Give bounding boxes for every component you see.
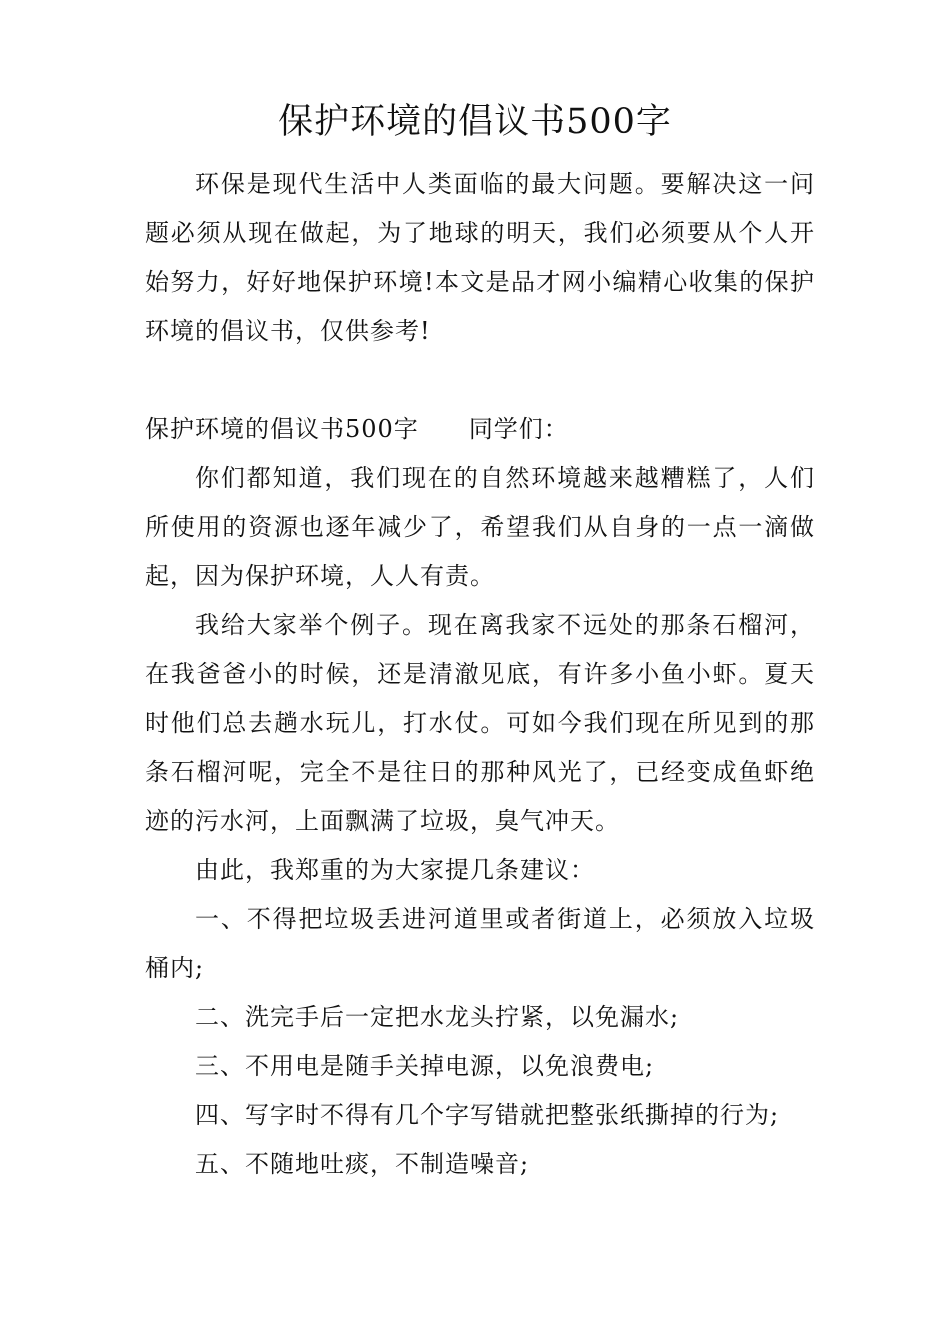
suggestion-item: 二、洗完手后一定把水龙头拧紧，以免漏水; [195,1003,680,1031]
subtitle-line [145,405,815,454]
document-body [145,160,815,1189]
suggestion-item: 五、不随地吐痰，不制造噪音; [195,1150,530,1178]
intro-paragraph: 环保是现代生活中人类面临的最大问题。要解决这一问题必须从现在做起，为了地球的明天，我们必须要从个人开始努力，好好地保护环境!本文是品才网小编精心收集的保护环境的倡议书，仅供参考! [145,170,815,345]
body-paragraph: 由此，我郑重的为大家提几条建议： [195,856,595,884]
body-paragraph: 你们都知道，我们现在的自然环境越来越糟糕了，人们所使用的资源也逐年减少了，希望我们从自身的一点一滴做起，因为保护环境，人人有责。 [145,464,815,590]
suggestion-item: 四、写字时不得有几个字写错就把整张纸撕掉的行为; [195,1101,780,1129]
subtitle: 保护环境的倡议书500字 [145,415,419,443]
document-title: 保护环境的倡议书500字 [278,102,672,142]
body-paragraph: 我给大家举个例子。现在离我家不远处的那条石榴河，在我爸爸小的时候，还是清澈见底，有许多小鱼小虾。夏天时他们总去趟水玩儿，打水仗。可如今我们现在所见到的那条石榴河呢，完全不是往日的那种风光了，已经变成鱼虾绝迹的污水河，上面飘满了垃圾，臭气冲天。 [145,611,815,835]
greeting: 同学们： [468,415,569,443]
suggestion-item: 一、不得把垃圾丢进河道里或者街道上，必须放入垃圾桶内; [145,905,815,982]
suggestion-item: 三、不用电是随手关掉电源，以免浪费电; [195,1052,655,1080]
